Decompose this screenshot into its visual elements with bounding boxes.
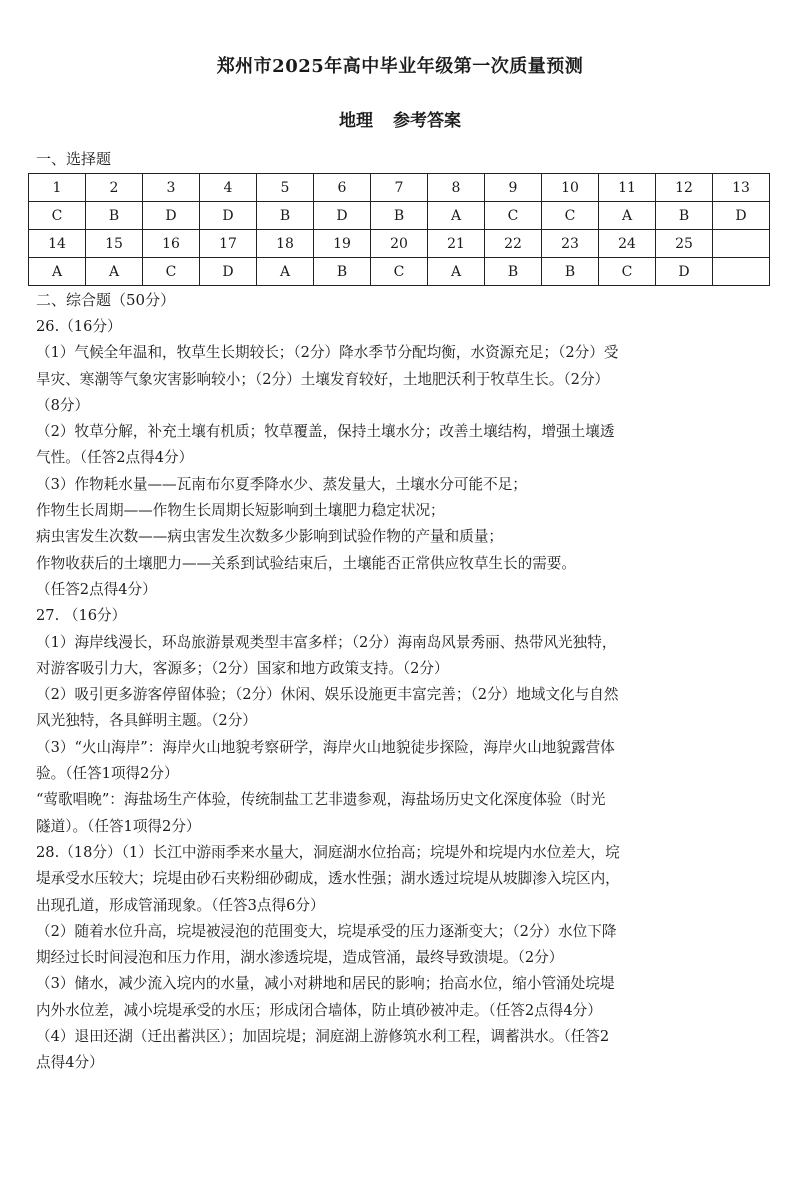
table-cell: B [257,202,314,230]
table-cell: 12 [656,174,713,202]
table-cell: C [29,202,86,230]
table-row [29,202,770,230]
table-cell: 10 [542,174,599,202]
table-cell: 22 [485,230,542,258]
section2-heading: 二、综合题（50分） [36,291,176,309]
table-cell: B [86,202,143,230]
table-cell: B [485,258,542,286]
answer-line: 作物生长周期——作物生长周期长短影响到土壤肥力稳定状况； [36,502,445,520]
table-cell: 2 [86,174,143,202]
table-cell: B [542,258,599,286]
table-cell: A [86,258,143,286]
table-cell: C [371,258,428,286]
table-cell: 13 [713,174,770,202]
table-cell [713,258,770,286]
answer-line: （3）储水，减少流入垸内的水量，减小对耕地和居民的影响；抬高水位，缩小管涌处垸堤 [36,975,615,993]
answer-line: （2）牧草分解，补充土壤有机质；牧草覆盖，保持土壤水分；改善土壤结构，增强土壤透 [36,423,615,441]
table-cell: 21 [428,230,485,258]
table-cell: 15 [86,230,143,258]
table-cell: A [599,202,656,230]
doc-type-label: 参考答案 [393,111,461,131]
table-cell: D [143,202,200,230]
table-cell: A [29,258,86,286]
table-cell: 7 [371,174,428,202]
table-cell: 5 [257,174,314,202]
table-cell: A [428,202,485,230]
answer-line: （3）作物耗水量——瓦南布尔夏季降水少、蒸发量大，土壤水分可能不足； [36,475,527,493]
table-cell: 3 [143,174,200,202]
table-cell: D [314,202,371,230]
answer-line: 27. （16分） [36,607,127,625]
answer-line: 气性。（任答2点得4分） [36,449,194,467]
answer-line: 26.（16分） [36,318,122,335]
answer-line: 病虫害发生次数——病虫害发生次数多少影响到试验作物的产量和质量； [36,528,504,546]
table-cell: C [599,258,656,286]
answer-body [36,314,772,1077]
table-cell: B [371,202,428,230]
answer-line: 28.（18分）（1）长江中游雨季来水量大，洞庭湖水位抬高；垸堤外和垸堤内水位差大，垸 [36,843,620,861]
table-cell: C [542,202,599,230]
table-cell: 25 [656,230,713,258]
table-cell: D [200,202,257,230]
answer-line: 验。（任答1项得2分） [36,765,179,783]
table-cell: 20 [371,230,428,258]
subtitle [0,106,800,131]
table-cell: 14 [29,230,86,258]
choice-answer-table [28,173,770,286]
answer-line: 期经过长时间浸泡和压力作用，湖水渗透垸堤，造成管涌，最终导致溃堤。（2分） [36,949,564,967]
answer-line: 作物收获后的土壤肥力——关系到试验结束后，土壤能否正常供应牧草生长的需要。 [36,554,576,572]
answer-line: 隧道）。（任答1项得2分） [36,817,201,835]
table-cell: C [485,202,542,230]
table-cell: 19 [314,230,371,258]
answer-line: （1）气候全年温和，牧草生长期较长；（2分）降水季节分配均衡，水资源充足；（2分）受 [36,344,619,362]
table-cell: 9 [485,174,542,202]
table-cell: 18 [257,230,314,258]
table-row [29,174,770,202]
table-cell: 1 [29,174,86,202]
answer-line: （8分） [36,396,90,414]
table-cell: B [656,202,713,230]
table-cell: 4 [200,174,257,202]
answer-line: （4）退田还湖（迁出蓄洪区）；加固垸堤；洞庭湖上游修筑水利工程，调蓄洪水。（任答2 [36,1028,610,1046]
answer-line: 内外水位差，减小垸堤承受的水压；形成闭合墙体，防止填砂被冲走。（任答2点得4分） [36,1001,602,1019]
table-cell: 6 [314,174,371,202]
answer-line: 出现孔道，形成管涌现象。（任答3点得6分） [36,896,325,914]
answer-line: （2）随着水位升高，垸堤被浸泡的范围变大，垸堤承受的压力逐渐变大；（2分）水位下降 [36,922,617,940]
table-cell [713,230,770,258]
table-cell: C [143,258,200,286]
answer-line: 点得4分） [36,1054,104,1072]
table-cell: 11 [599,174,656,202]
answer-line: （任答2点得4分） [36,580,157,598]
table-row [29,230,770,258]
answer-line: （2）吸引更多游客停留体验；（2分）休闲、娱乐设施更丰富完善；（2分）地域文化与自然 [36,686,619,704]
answer-line: “莺歌唱晚”：海盐场生产体验，传统制盐工艺非遗参观，海盐场历史文化深度体验（时光 [36,791,606,809]
table-cell: A [428,258,485,286]
table-cell: 23 [542,230,599,258]
answer-line: 对游客吸引力大，客源多；（2分）国家和地方政策支持。（2分） [36,659,449,677]
table-cell: 8 [428,174,485,202]
exam-title: 郑州市2025年高中毕业年级第一次质量预测 [216,56,584,77]
answer-line: 旱灾、寒潮等气象灾害影响较小；（2分）土壤发育较好，土地肥沃利于牧草生长。（2分） [36,370,610,388]
table-cell: A [257,258,314,286]
table-cell: 17 [200,230,257,258]
table-cell: D [656,258,713,286]
table-cell: D [200,258,257,286]
subject-label: 地理 [339,111,373,131]
section1-heading: 一、选择题 [36,150,112,168]
table-cell: 16 [143,230,200,258]
answer-line: （3）“火山海岸”：海岸火山地貌考察研学，海岸火山地貌徒步探险，海岸火山地貌露营体 [36,738,615,756]
answer-line: （1）海岸线漫长，环岛旅游景观类型丰富多样；（2分）海南岛风景秀丽、热带风光独特， [36,633,617,651]
table-cell: B [314,258,371,286]
answer-line: 堤承受水压较大；垸堤由砂石夹粉细砂砌成，透水性强；湖水透过垸堤从坡脚渗入垸区内， [36,870,620,888]
table-cell: D [713,202,770,230]
table-row [29,258,770,286]
answer-line: 风光独特，各具鲜明主题。（2分） [36,712,257,730]
table-cell: 24 [599,230,656,258]
